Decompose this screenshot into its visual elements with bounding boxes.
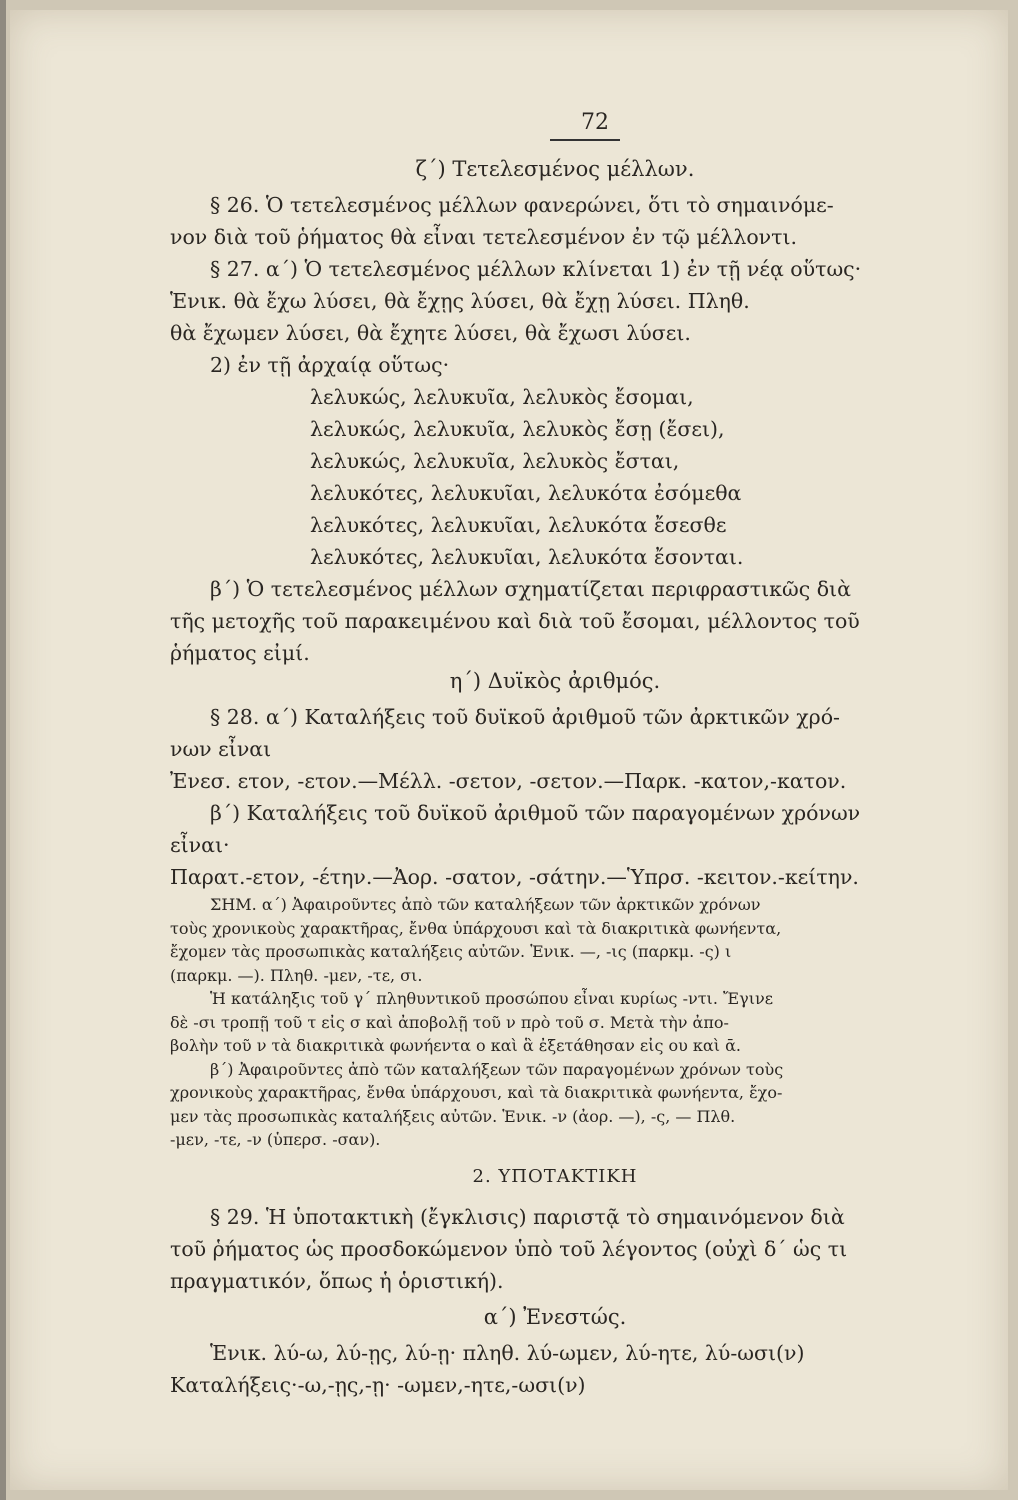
section-2-heading: 2. ΥΠΟΤΑΚΤΙΚΗ (472, 1165, 638, 1187)
note-line: μεν τὰς προσωπικὰς καταλήξεις αὐτῶν. Ἑνικ. -ν (ἀορ. —), -ς, — Πλθ. (170, 1106, 736, 1126)
book-page (10, 10, 1008, 1490)
paradigm-line: λελυκότες, λελυκυῖαι, λελυκότα ἔσονται. (310, 545, 744, 569)
paradigm-line: λελυκότες, λελυκυῖαι, λελυκότα ἐσόμεθα (310, 481, 742, 505)
present-forms (170, 1337, 940, 1401)
text-line: νων εἶναι (170, 737, 272, 761)
text-line: Ἐνεσ. ετον, -ετον.—Μέλλ. -σετον, -σετον.—Παρκ. -κατον,-κατον. (170, 769, 847, 793)
text-line: § 26. Ὁ τετελεσμένος μέλλων φανερώνει, ὅτι τὸ σημαινόμε- (210, 193, 834, 217)
note-line: βολὴν τοῦ ν τὰ διακριτικὰ φωνήεντα ο καὶ ἃ ἐξετάθησαν εἰς ου καὶ ᾱ. (170, 1036, 741, 1055)
paragraph-29 (170, 1201, 940, 1297)
text-line: 2) ἐν τῇ ἀρχαίᾳ οὕτως· (210, 353, 450, 377)
text-line: εἶναι· (170, 833, 230, 857)
text-line: πραγματικόν, ὅπως ἡ ὁριστική). (170, 1268, 504, 1293)
note-line: β΄) Ἀφαιροῦντες ἀπὸ τῶν καταλήξεων τῶν παραγομένων χρόνων τοὺς (210, 1059, 784, 1079)
paradigm-line: λελυκώς, λελυκυῖα, λελυκὸς ἔσομαι, (310, 385, 694, 409)
text-line: β΄) Ὁ τετελεσμένος μέλλων σχηματίζεται περιφραστικῶς διὰ (210, 577, 851, 601)
paragraph-27b (170, 573, 940, 669)
paragraph-26 (170, 189, 940, 253)
note-line: ΣΗΜ. α΄) Ἀφαιροῦντες ἀπὸ τῶν καταλήξεων τῶν ἀρκτικῶν χρόνων (210, 895, 761, 914)
section-alpha-heading: α΄) Ἐνεστώς. (483, 1304, 627, 1329)
paradigm-line: λελυκότες, λελυκυῖαι, λελυκότα ἔσεσθε (310, 513, 727, 537)
note-line: -μεν, -τε, -ν (ὑπερσ. -σαν). (170, 1130, 381, 1149)
text-line: § 27. α΄) Ὁ τετελεσμένος μέλλων κλίνεται 1) ἐν τῇ νέᾳ οὕτως· (210, 257, 862, 281)
note-line: (παρκμ. —). Πληθ. -μεν, -τε, σι. (170, 965, 423, 985)
note-line: τοὺς χρονικοὺς χαρακτῆρας, ἔνθα ὑπάρχουσι καὶ τὰ διακριτικὰ φωνήεντα, (170, 918, 782, 938)
text-line: § 28. α΄) Καταλήξεις τοῦ δυϊκοῦ ἀριθμοῦ τῶν ἀρκτικῶν χρό- (210, 705, 840, 729)
section-zeta-heading: ζ΄) Τετελεσμένος μέλλων. (415, 157, 695, 181)
ancient-paradigm (170, 381, 940, 573)
page-number: 72 (581, 110, 609, 135)
paragraph-28 (170, 701, 940, 893)
note-block (170, 893, 940, 1152)
note-line: χρονικοὺς χαρακτῆρας, ἔνθα ὑπάρχουσι, καὶ τὰ διακριτικὰ φωνήεντα, ἔχο- (170, 1083, 783, 1102)
text-line: β΄) Καταλήξεις τοῦ δυϊκοῦ ἀριθμοῦ τῶν παραγομένων χρόνων (210, 801, 861, 825)
page-content (170, 110, 940, 1401)
text-line: Ἑνικ. θὰ ἔχω λύσει, θὰ ἔχῃς λύσει, θὰ ἔχῃ λύσει. Πληθ. (170, 289, 750, 313)
forms-line: Καταλήξεις·-ω,-ῃς,-ῃ· -ωμεν,-ητε,-ωσι(ν) (170, 1372, 586, 1397)
forms-line: Ἑνικ. λύ-ω, λύ-ῃς, λύ-ῃ· πληθ. λύ-ωμεν, λύ-ητε, λύ-ωσι(ν) (210, 1340, 805, 1365)
note-line: ἔχομεν τὰς προσωπικὰς καταλήξεις αὐτῶν. Ἑνικ. —, -ις (παρκμ. -ς) ι (170, 942, 732, 961)
text-line: Παρατ.-ετον, -έτην.—Ἀορ. -σατον, -σάτην.—Ὑπρσ. -κειτον.-κείτην. (170, 865, 859, 889)
note-line: Ἡ κατάληξις τοῦ γ΄ πληθυντικοῦ προσώπου εἶναι κυρίως -ντι. Ἔγινε (210, 989, 773, 1008)
text-line: θὰ ἔχωμεν λύσει, θὰ ἔχητε λύσει, θὰ ἔχωσι λύσει. (170, 321, 691, 345)
section-eta-heading: η΄) Δυϊκὸς ἀριθμός. (449, 669, 661, 693)
text-line: τῆς μετοχῆς τοῦ παρακειμένου καὶ διὰ τοῦ ἔσομαι, μέλλοντος τοῦ (170, 609, 860, 633)
page-number-rule (550, 139, 620, 141)
paradigm-line: λελυκώς, λελυκυῖα, λελυκὸς ἔσται, (310, 449, 680, 473)
text-line: § 29. Ἡ ὑποτακτικὴ (ἔγκλισις) παριστᾷ τὸ σημαινόμενον διὰ (210, 1204, 845, 1229)
text-line: νον διὰ τοῦ ῥήματος θὰ εἶναι τετελεσμένον ἐν τῷ μέλλοντι. (170, 225, 798, 249)
paragraph-27 (170, 253, 940, 381)
text-line: τοῦ ῥήματος ὡς προσδοκώμενον ὑπὸ τοῦ λέγοντος (οὐχὶ δ΄ ὡς τι (170, 1236, 848, 1261)
paradigm-line: λελυκώς, λελυκυῖα, λελυκὸς ἔσῃ (ἔσει), (310, 417, 725, 441)
text-line: ῥήματος εἰμί. (170, 641, 310, 665)
scan-edge (0, 0, 6, 1500)
note-line: δὲ -σι τροπῇ τοῦ τ εἰς σ καὶ ἀποβολῇ τοῦ ν πρὸ τοῦ σ. Μετὰ τὴν ἀπο- (170, 1012, 729, 1032)
